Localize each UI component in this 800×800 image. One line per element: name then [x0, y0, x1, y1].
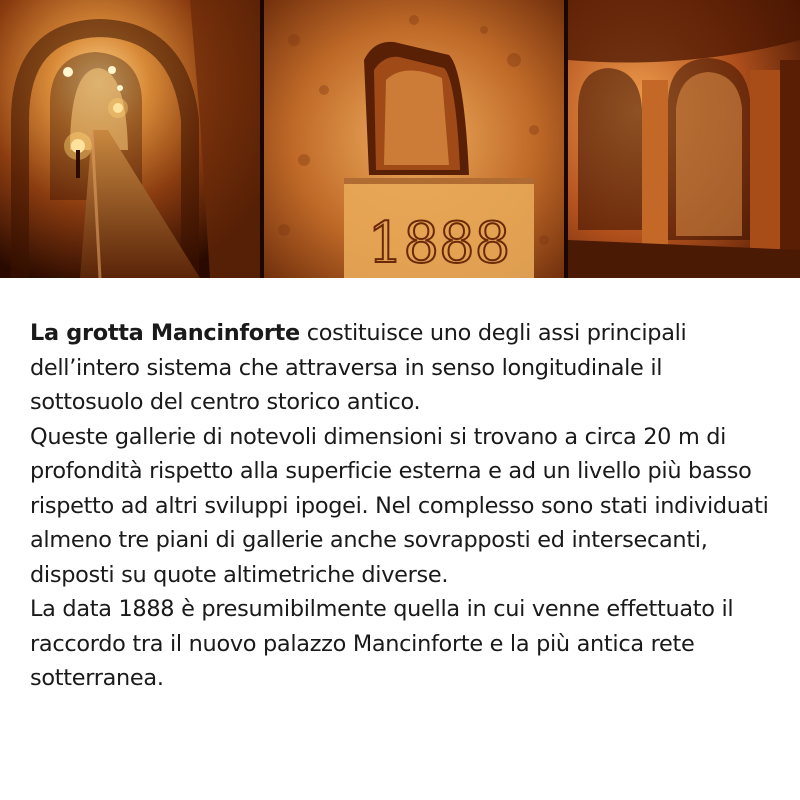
- article-body: [30, 316, 772, 696]
- paragraph-intro-text: costituisce uno degli assi principali dell’intero sistema che attraversa in senso longitudinale il sottosuolo del centro storico antico.: [30, 320, 687, 415]
- photo-arched-galleries: [568, 0, 800, 278]
- tunnel-corridor-image: [0, 0, 260, 278]
- photo-tunnel-corridor: [0, 0, 260, 278]
- photo-strip: [0, 0, 800, 278]
- photo-inscription-niche: [264, 0, 564, 278]
- lead-title: La grotta Mancinforte: [30, 320, 300, 346]
- paragraph-intro: [30, 316, 772, 420]
- inscription-niche-image: [264, 0, 564, 278]
- arched-galleries-image: [568, 0, 800, 278]
- paragraph-date: La data 1888 è presumibilmente quella in cui venne effettuato il raccordo tra il nuovo palazzo Mancinforte e la più antica rete sotterranea.: [30, 596, 734, 691]
- inscription-text: 1888: [367, 211, 511, 276]
- paragraph-depth: Queste gallerie di notevoli dimensioni si trovano a circa 20 m di profondità rispetto alla superficie esterna e ad un livello più basso rispetto ad altri sviluppi ipogei. Nel complesso sono stati individuati almeno tre piani di gallerie anche sovrapposti ed intersecanti, disposti su quote altimetriche diverse.: [30, 423, 769, 588]
